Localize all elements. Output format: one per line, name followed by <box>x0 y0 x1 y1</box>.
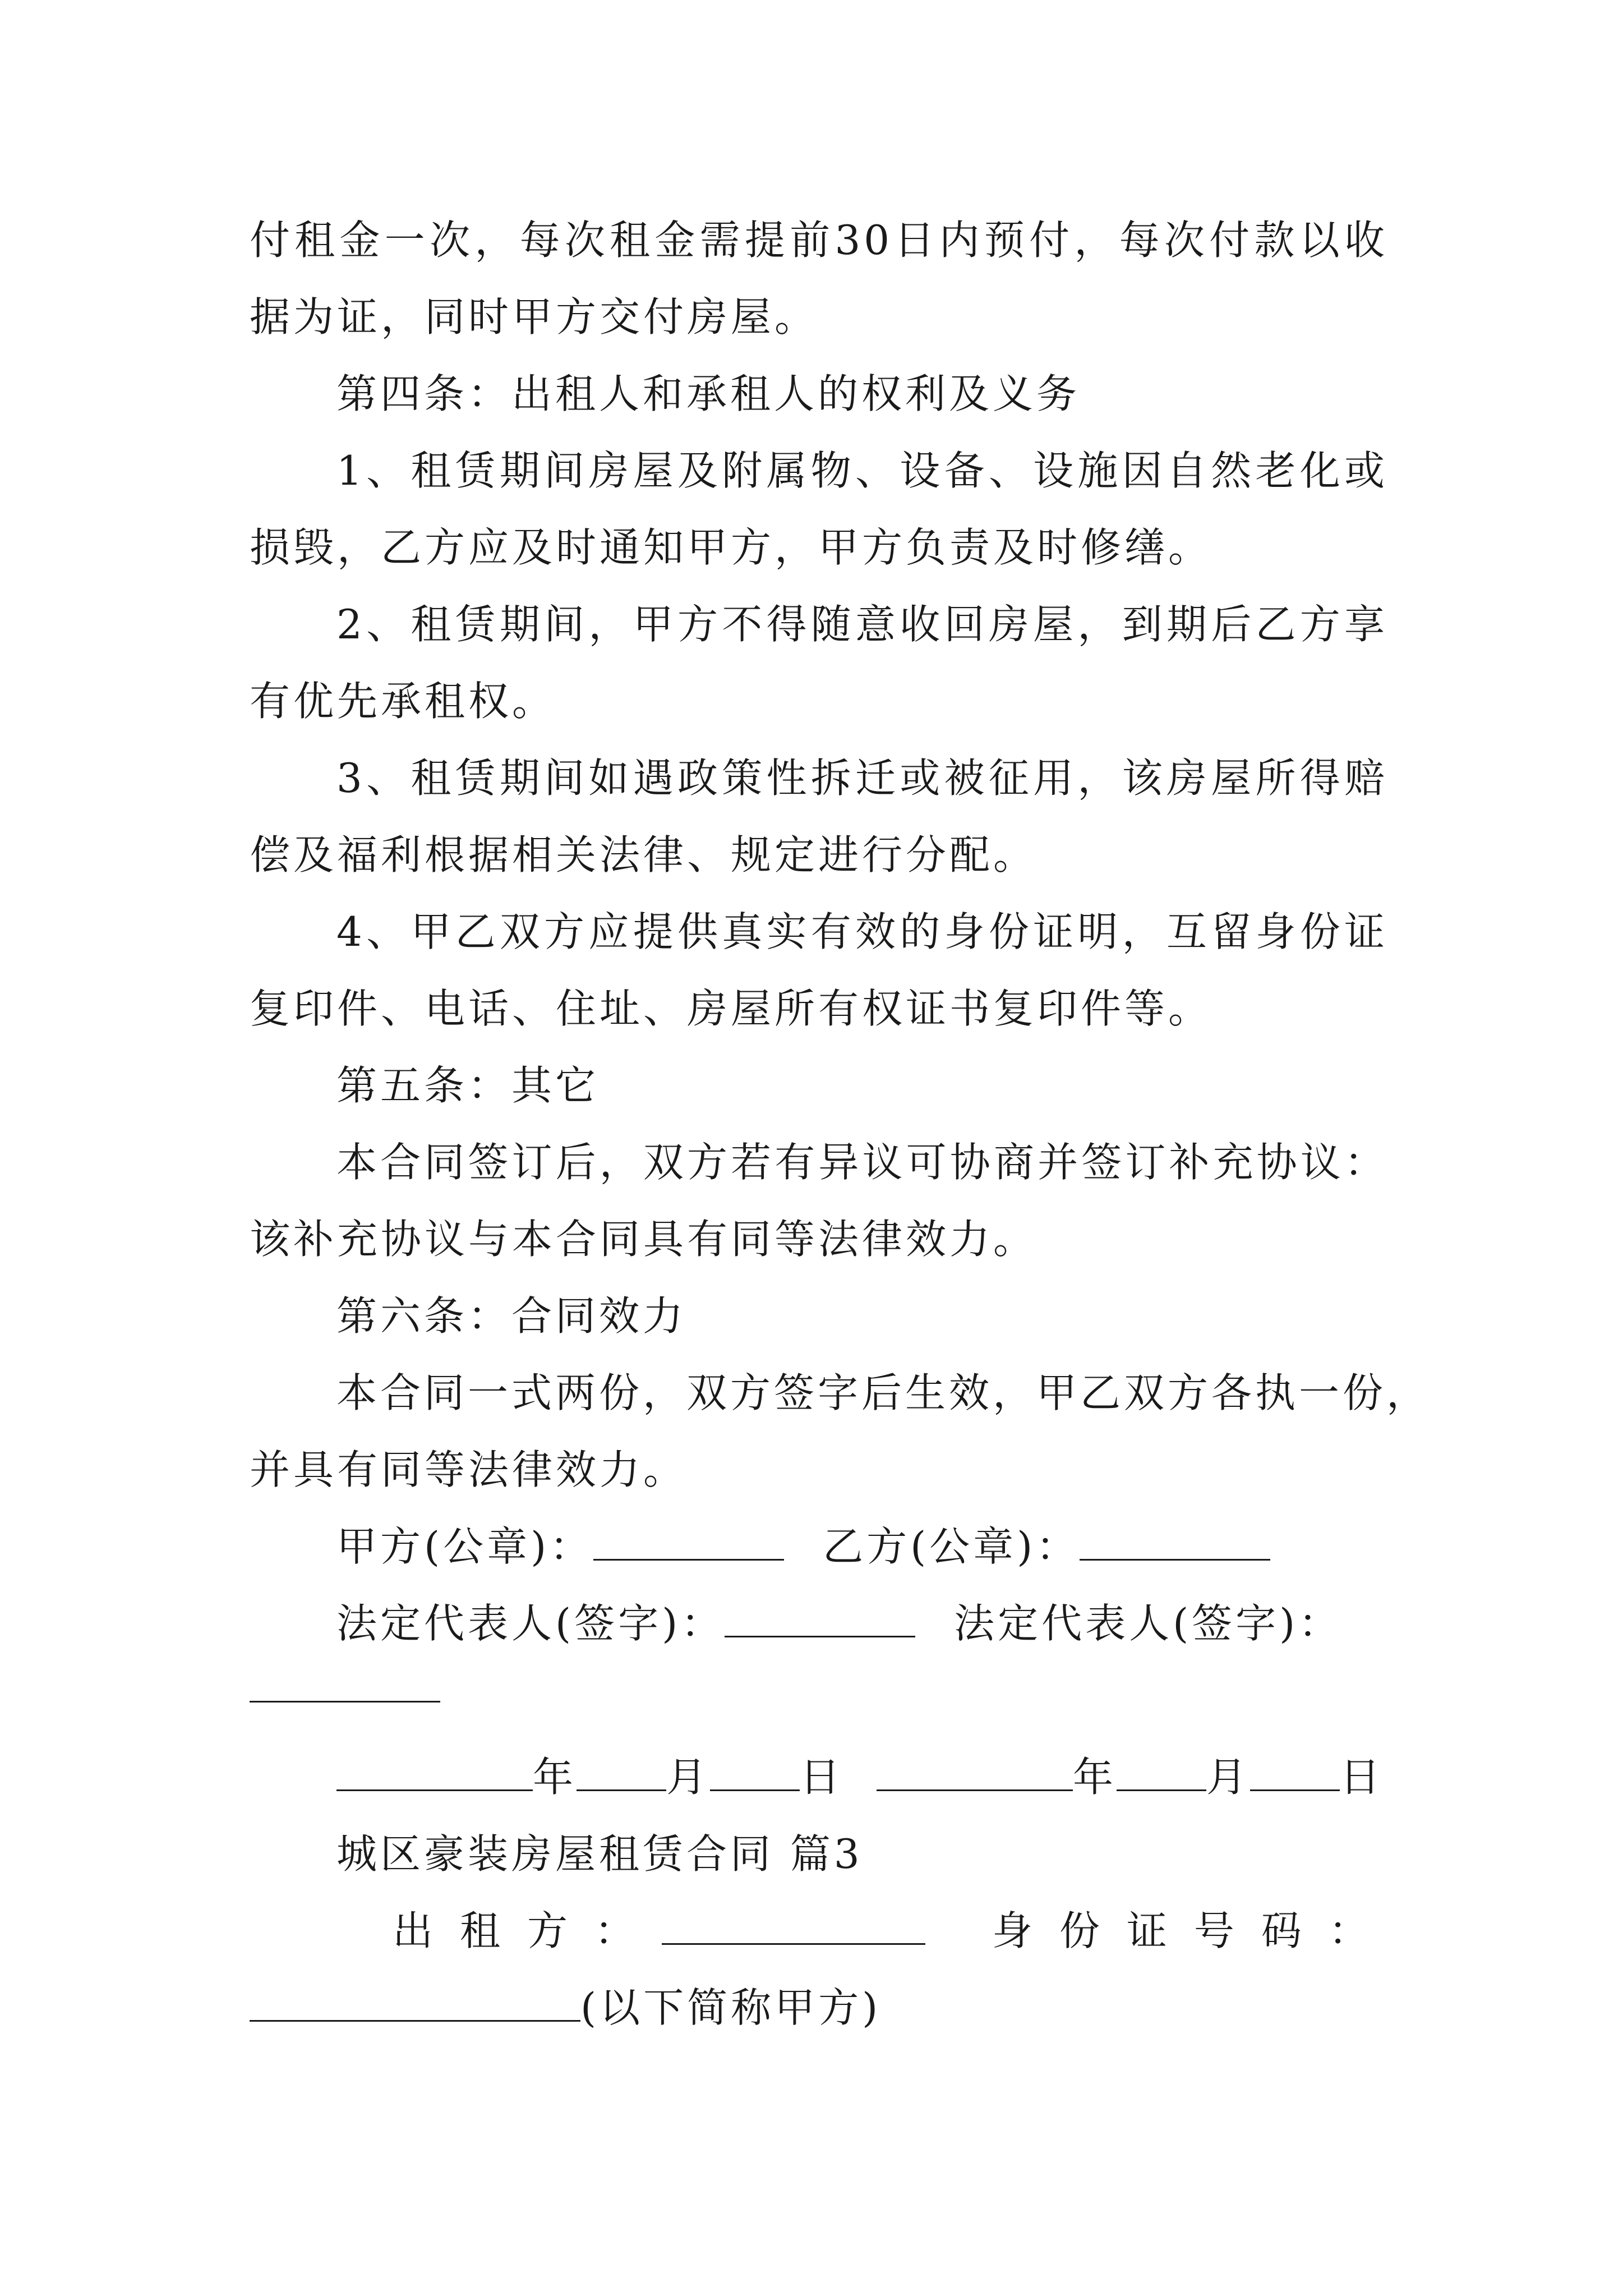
id-number-line <box>250 1980 1388 2036</box>
lessor-label: 出租方： <box>393 1907 662 1954</box>
paragraph-line: 复印件、电话、住址、房屋所有权证书复印件等。 <box>250 985 1212 1032</box>
party-b-seal-blank[interactable] <box>1080 1523 1270 1561</box>
section-heading: 第六条：合同效力 <box>336 1292 687 1340</box>
day-label: 日 <box>1339 1754 1384 1801</box>
day-a-blank[interactable] <box>710 1754 800 1791</box>
paragraph-line: 本合同一式两份，双方签字后生效，甲乙双方各执一份， <box>336 1369 1431 1416</box>
paragraph-line: 付租金一次，每次租金需提前30日内预付，每次付款以收 <box>250 217 1388 264</box>
id-number-blank[interactable] <box>250 1984 580 2022</box>
paragraph-line: 本合同签订后，双方若有异议可协商并签订补充协议： <box>336 1139 1388 1186</box>
year-label: 年 <box>533 1754 577 1801</box>
paragraph-line: 1、租赁期间房屋及附属物、设备、设施因自然老化或 <box>336 447 1388 494</box>
paragraph-line: 2、租赁期间，甲方不得随意收回房屋，到期后乙方享 <box>336 601 1388 648</box>
date-line <box>336 1749 1388 1805</box>
paragraph-line: 并具有同等法律效力。 <box>250 1446 688 1493</box>
month-b-blank[interactable] <box>1117 1754 1206 1791</box>
year-label: 年 <box>1072 1754 1117 1801</box>
rep-a-blank[interactable] <box>725 1600 915 1637</box>
paragraph-line: 有优先承租权。 <box>250 678 556 725</box>
month-label: 月 <box>1206 1754 1250 1801</box>
section-heading: 第五条：其它 <box>336 1062 600 1109</box>
rep-b-label: 法定代表人(签字)： <box>954 1600 1343 1647</box>
lessor-line <box>393 1903 1396 1959</box>
rep-b-blank[interactable] <box>250 1665 440 1703</box>
party-a-seal-label: 甲方(公章)： <box>336 1523 594 1570</box>
lessor-blank[interactable] <box>662 1907 925 1945</box>
year-a-blank[interactable] <box>336 1754 533 1791</box>
section-heading: 第四条：出租人和承租人的权利及义务 <box>336 370 1081 417</box>
party-a-abbr: (以下简称甲方) <box>580 1984 882 2031</box>
paragraph-line: 3、租赁期间如遇政策性拆迁或被征用，该房屋所得赔 <box>336 754 1388 802</box>
party-a-seal-blank[interactable] <box>593 1523 784 1561</box>
month-a-blank[interactable] <box>577 1754 666 1791</box>
day-b-blank[interactable] <box>1250 1754 1340 1791</box>
month-label: 月 <box>666 1754 711 1801</box>
section-title: 城区豪装房屋租赁合同 篇3 <box>336 1830 863 1878</box>
day-label: 日 <box>800 1754 844 1801</box>
rep-b-blank-line <box>250 1660 1388 1717</box>
paragraph-line: 偿及福利根据相关法律、规定进行分配。 <box>250 831 1038 878</box>
paragraph-line: 损毁，乙方应及时通知甲方，甲方负责及时修缮。 <box>250 524 1212 571</box>
year-b-blank-line[interactable] <box>877 1754 1073 1791</box>
representative-line <box>336 1595 1388 1651</box>
paragraph-line: 4、甲乙双方应提供真实有效的身份证明，互留身份证 <box>336 908 1388 955</box>
party-b-seal-label: 乙方(公章)： <box>823 1523 1080 1570</box>
rep-a-label: 法定代表人(签字)： <box>336 1600 725 1647</box>
seal-line <box>336 1519 1388 1575</box>
id-number-label: 身份证号码： <box>992 1907 1396 1954</box>
paragraph-line: 该补充协议与本合同具有同等法律效力。 <box>250 1216 1038 1263</box>
paragraph-line: 据为证，同时甲方交付房屋。 <box>250 293 819 341</box>
